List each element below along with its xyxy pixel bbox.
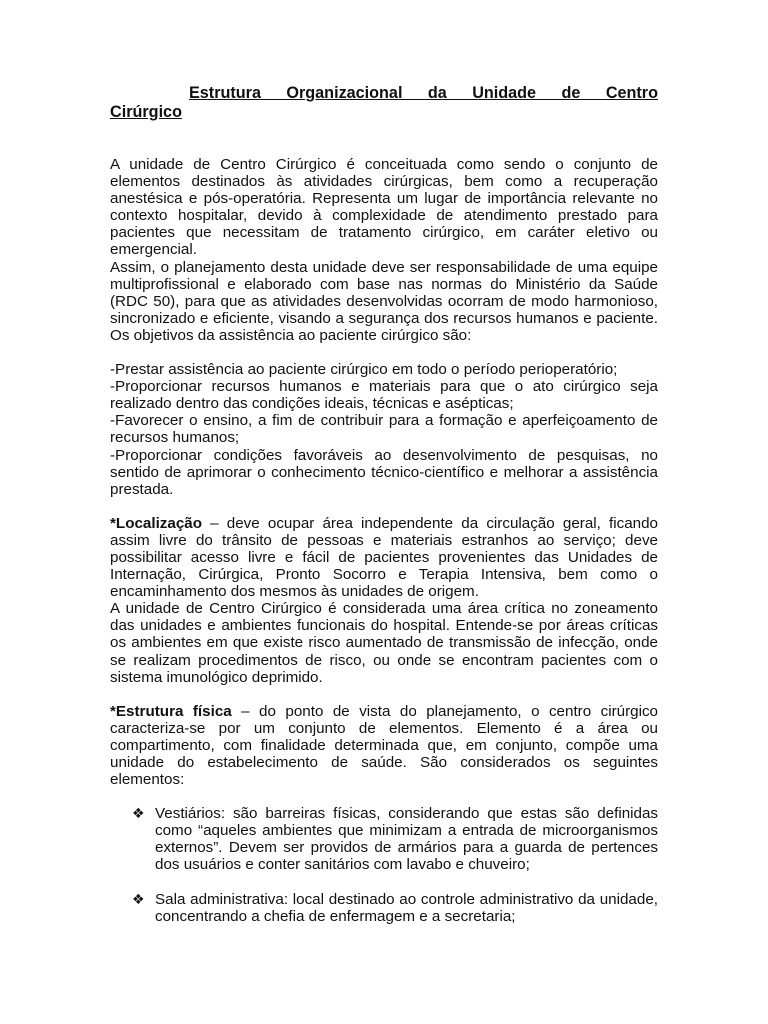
intro-paragraph-1: A unidade de Centro Cirúrgico é conceituada como sendo o conjunto de elementos destinados às atividades cirúrgicas, bem como a recuperação anestésica e pós-operatória. Representa um lugar de importância relevante no contexto hospitalar, devido à complexidade de atendimento prestado para pacientes que necessitam de tratamento cirúrgico, em caráter eletivo ou emergencial. bbox=[110, 156, 658, 259]
spacer bbox=[110, 344, 658, 361]
spacer bbox=[110, 686, 658, 703]
estrutura-fisica-paragraph bbox=[110, 703, 658, 788]
objective-item: -Favorecer o ensino, a fim de contribuir para a formação e aperfeiçoamento de recursos humanos; bbox=[110, 412, 658, 447]
list-item bbox=[110, 891, 658, 925]
diamond-cross-icon: ❖ bbox=[132, 890, 145, 907]
spacer bbox=[110, 788, 658, 805]
localizacao-label: *Localização bbox=[110, 514, 203, 532]
elements-list bbox=[110, 805, 658, 925]
localizacao-paragraph bbox=[110, 515, 658, 600]
objective-item: -Proporcionar condições favoráveis ao desenvolvimento de pesquisas, no sentido de aprimorar o conhecimento técnico-científico e melhorar a assistência prestada. bbox=[110, 446, 658, 498]
objective-item: -Prestar assistência ao paciente cirúrgico em todo o período perioperatório; bbox=[110, 361, 618, 379]
spacer bbox=[110, 874, 658, 891]
area-critica-paragraph: A unidade de Centro Cirúrgico é considerada uma área crítica no zoneamento das unidades e ambientes funcionais do hospital. Entende-se por áreas críticas os ambientes em que existe risco aumentado de transmissão de infecção, onde se realizam procedimentos de risco, ou onde se encontram pacientes com o sistema imunológico deprimido. bbox=[110, 600, 658, 686]
localizacao-text: – deve ocupar área independente da circulação geral, ficando assim livre do trânsito de pessoas e materiais estranhos ao serviço; deve possibilitar acesso livre e fácil de pacientes provenientes das Unidades de Internação, Cirúrgica, Pronto Socorro e Terapia Intensiva, bem como o encaminhamento dos mesmos às unidades de origem. bbox=[110, 514, 658, 601]
list-item-text: Sala administrativa: local destinado ao controle administrativo da unidade, concentrando a chefia de enfermagem e a secretaria; bbox=[155, 890, 658, 925]
intro-paragraph-2: Assim, o planejamento desta unidade deve ser responsabilidade de uma equipe multiprofissional e elaborado com base nas normas do Ministério da Saúde (RDC 50), para que as atividades desenvolvidas ocorram de modo harmonioso, sincronizado e eficiente, visando a segurança dos recursos humanos e paciente. Os objetivos da assistência ao paciente cirúrgico são: bbox=[110, 258, 658, 344]
diamond-cross-icon: ❖ bbox=[132, 805, 145, 822]
estrutura-fisica-text: – do ponto de vista do planejamento, o centro cirúrgico caracteriza-se por um conjunto de elementos. Elemento é a área ou compartimento, com finalidade determinada que, em conjunto, compõe uma unidade do estabelecimento de saúde. São considerados os seguintes elementos: bbox=[110, 702, 659, 789]
list-item-text: Vestiários: são barreiras físicas, considerando que estas são definidas como “aqueles ambientes que minimizam a entrada de microorganismos externos”. Devem ser providos de armários para a guarda de pertences dos usuários e conter sanitários com lavabo e chuveiro; bbox=[155, 805, 658, 874]
spacer bbox=[110, 498, 658, 515]
list-item bbox=[110, 805, 658, 873]
document-title: Estrutura Organizacional da Unidade de Centro Cirúrgico bbox=[110, 84, 658, 121]
objective-item: -Proporcionar recursos humanos e materiais para que o ato cirúrgico seja realizado dentro das condições ideais, técnicas e asépticas; bbox=[110, 378, 658, 413]
estrutura-fisica-label: *Estrutura física bbox=[110, 702, 232, 720]
document-body bbox=[110, 84, 658, 925]
